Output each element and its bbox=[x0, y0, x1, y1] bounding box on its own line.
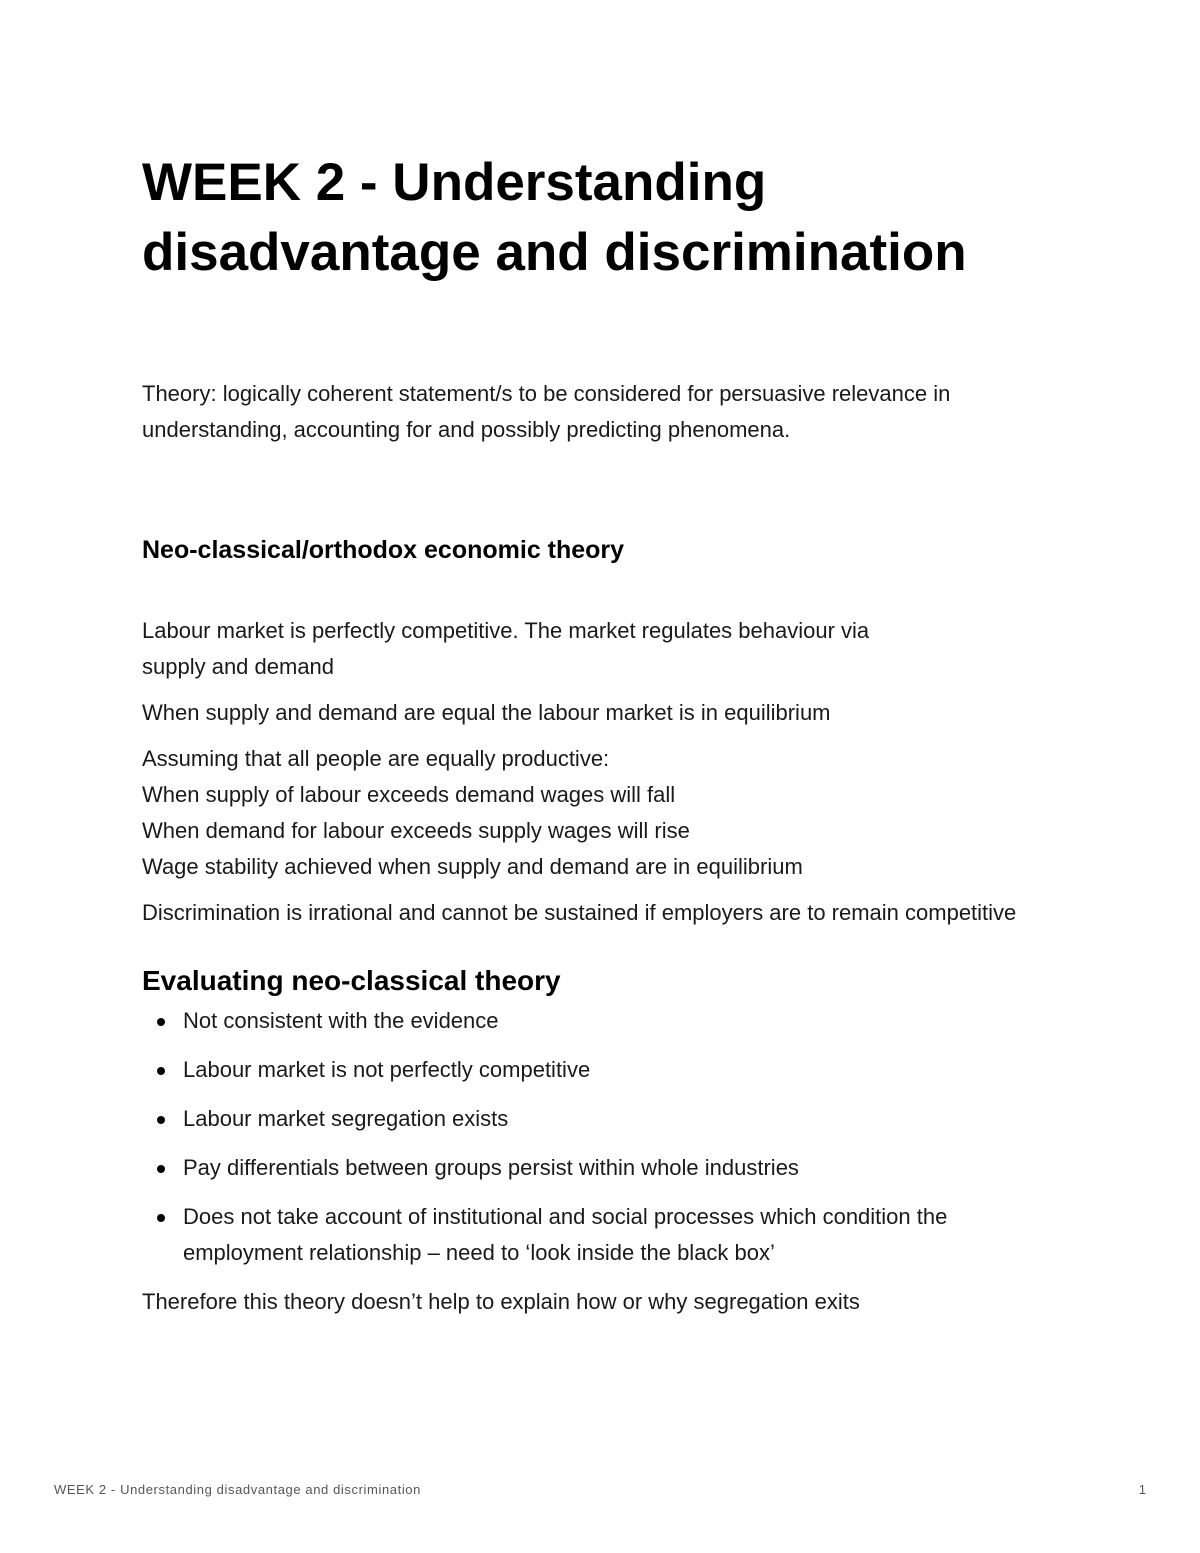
document-title: WEEK 2 - Understanding disadvantage and discrimination bbox=[142, 153, 967, 282]
list-item-text: Pay differentials between groups persist within whole industries bbox=[183, 1155, 799, 1180]
list-item bbox=[142, 1101, 1042, 1137]
assumption-line: When demand for labour exceeds supply wages will rise bbox=[142, 818, 690, 843]
market-line-2: supply and demand bbox=[142, 654, 335, 679]
list-item bbox=[142, 1199, 1042, 1271]
footer-running-title: WEEK 2 - Understanding disadvantage and discrimination bbox=[54, 1482, 421, 1497]
list-item-text: Labour market is not perfectly competitive bbox=[183, 1057, 591, 1082]
market-paragraph bbox=[142, 613, 1042, 685]
list-item-text: Labour market segregation exists bbox=[183, 1106, 509, 1131]
bullet-icon bbox=[157, 1116, 165, 1124]
list-item-text: Not consistent with the evidence bbox=[183, 1008, 499, 1033]
assumption-line: When supply of labour exceeds demand wages will fall bbox=[142, 782, 676, 807]
conclusion-paragraph: Therefore this theory doesn’t help to explain how or why segregation exits bbox=[142, 1289, 860, 1314]
assumption-line: Wage stability achieved when supply and demand are in equilibrium bbox=[142, 854, 803, 879]
section-heading-neoclassical: Neo-classical/orthodox economic theory bbox=[142, 536, 625, 564]
list-item bbox=[142, 1003, 1042, 1039]
list-item-text: Does not take account of institutional and social processes which condition the employment relationship – need to ‘look inside the black box’ bbox=[183, 1204, 948, 1265]
footer-page-number: 1 bbox=[1138, 1482, 1146, 1497]
discrimination-paragraph: Discrimination is irrational and cannot be sustained if employers are to remain competitive bbox=[142, 900, 1017, 925]
list-item bbox=[142, 1150, 1042, 1186]
bullet-icon bbox=[157, 1018, 165, 1026]
list-item bbox=[142, 1052, 1042, 1088]
assumption-line: Assuming that all people are equally productive: bbox=[142, 746, 610, 771]
section-heading-evaluating: Evaluating neo-classical theory bbox=[142, 965, 561, 996]
market-line-1: Labour market is perfectly competitive. The market regulates behaviour via bbox=[142, 618, 870, 643]
intro-paragraph: Theory: logically coherent statement/s to be considered for persuasive relevance in understanding, accounting for and possibly predicting phenomena. bbox=[142, 381, 951, 442]
equilibrium-paragraph: When supply and demand are equal the labour market is in equilibrium bbox=[142, 700, 831, 725]
evaluation-list bbox=[142, 1003, 1042, 1271]
bullet-icon bbox=[157, 1067, 165, 1075]
assumptions-paragraph bbox=[142, 741, 1042, 885]
document-body bbox=[142, 148, 1042, 1320]
bullet-icon bbox=[157, 1214, 165, 1222]
bullet-icon bbox=[157, 1165, 165, 1173]
